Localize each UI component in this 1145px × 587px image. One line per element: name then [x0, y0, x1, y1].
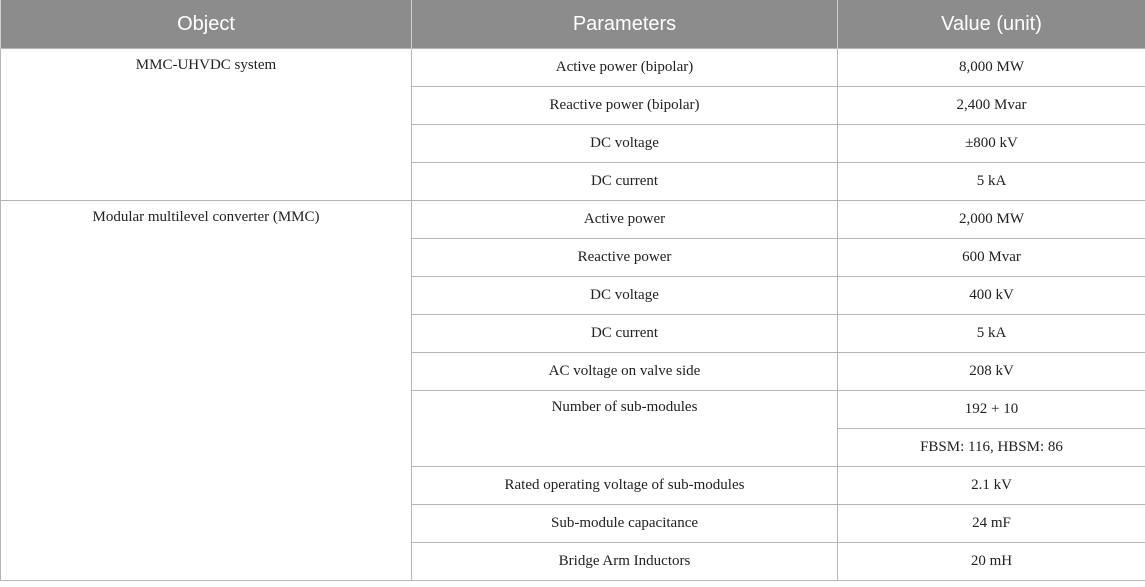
value-cell-sub: FBSM: 116, HBSM: 86 — [838, 429, 1145, 467]
value-cell: 400 kV — [838, 277, 1145, 315]
parameter-cell: Active power — [412, 201, 838, 239]
object-cell: Modular multilevel converter (MMC) — [1, 201, 412, 581]
parameter-cell: Reactive power (bipolar) — [412, 87, 838, 125]
parameter-cell: DC voltage — [412, 277, 838, 315]
table-row — [1, 201, 1145, 239]
value-cell: 8,000 MW — [838, 49, 1145, 87]
parameter-cell: Number of sub-modules — [412, 391, 838, 467]
value-cell: 600 Mvar — [838, 239, 1145, 277]
table-body — [1, 49, 1145, 581]
parameter-cell: DC voltage — [412, 125, 838, 163]
table-header — [1, 0, 1145, 49]
parameter-cell: DC current — [412, 163, 838, 201]
value-cell: 2,000 MW — [838, 201, 1145, 239]
object-cell: MMC-UHVDC system — [1, 49, 412, 201]
parameter-cell: Reactive power — [412, 239, 838, 277]
header-row — [1, 0, 1145, 49]
parameter-cell: Bridge Arm Inductors — [412, 543, 838, 581]
value-cell: ±800 kV — [838, 125, 1145, 163]
value-cell: 20 mH — [838, 543, 1145, 581]
table-row — [1, 49, 1145, 87]
value-cell: 208 kV — [838, 353, 1145, 391]
value-cell: 2,400 Mvar — [838, 87, 1145, 125]
value-cell: 24 mF — [838, 505, 1145, 543]
value-cell: 5 kA — [838, 163, 1145, 201]
value-cell: 192 + 10 — [838, 391, 1145, 429]
value-cell: 2.1 kV — [838, 467, 1145, 505]
parameter-cell: DC current — [412, 315, 838, 353]
parameter-cell: Active power (bipolar) — [412, 49, 838, 87]
parameter-cell: Sub-module capacitance — [412, 505, 838, 543]
header-object: Object — [1, 0, 412, 49]
value-cell: 5 kA — [838, 315, 1145, 353]
parameter-cell: Rated operating voltage of sub-modules — [412, 467, 838, 505]
header-parameters: Parameters — [412, 0, 838, 49]
header-value: Value (unit) — [838, 0, 1145, 49]
parameter-cell: AC voltage on valve side — [412, 353, 838, 391]
